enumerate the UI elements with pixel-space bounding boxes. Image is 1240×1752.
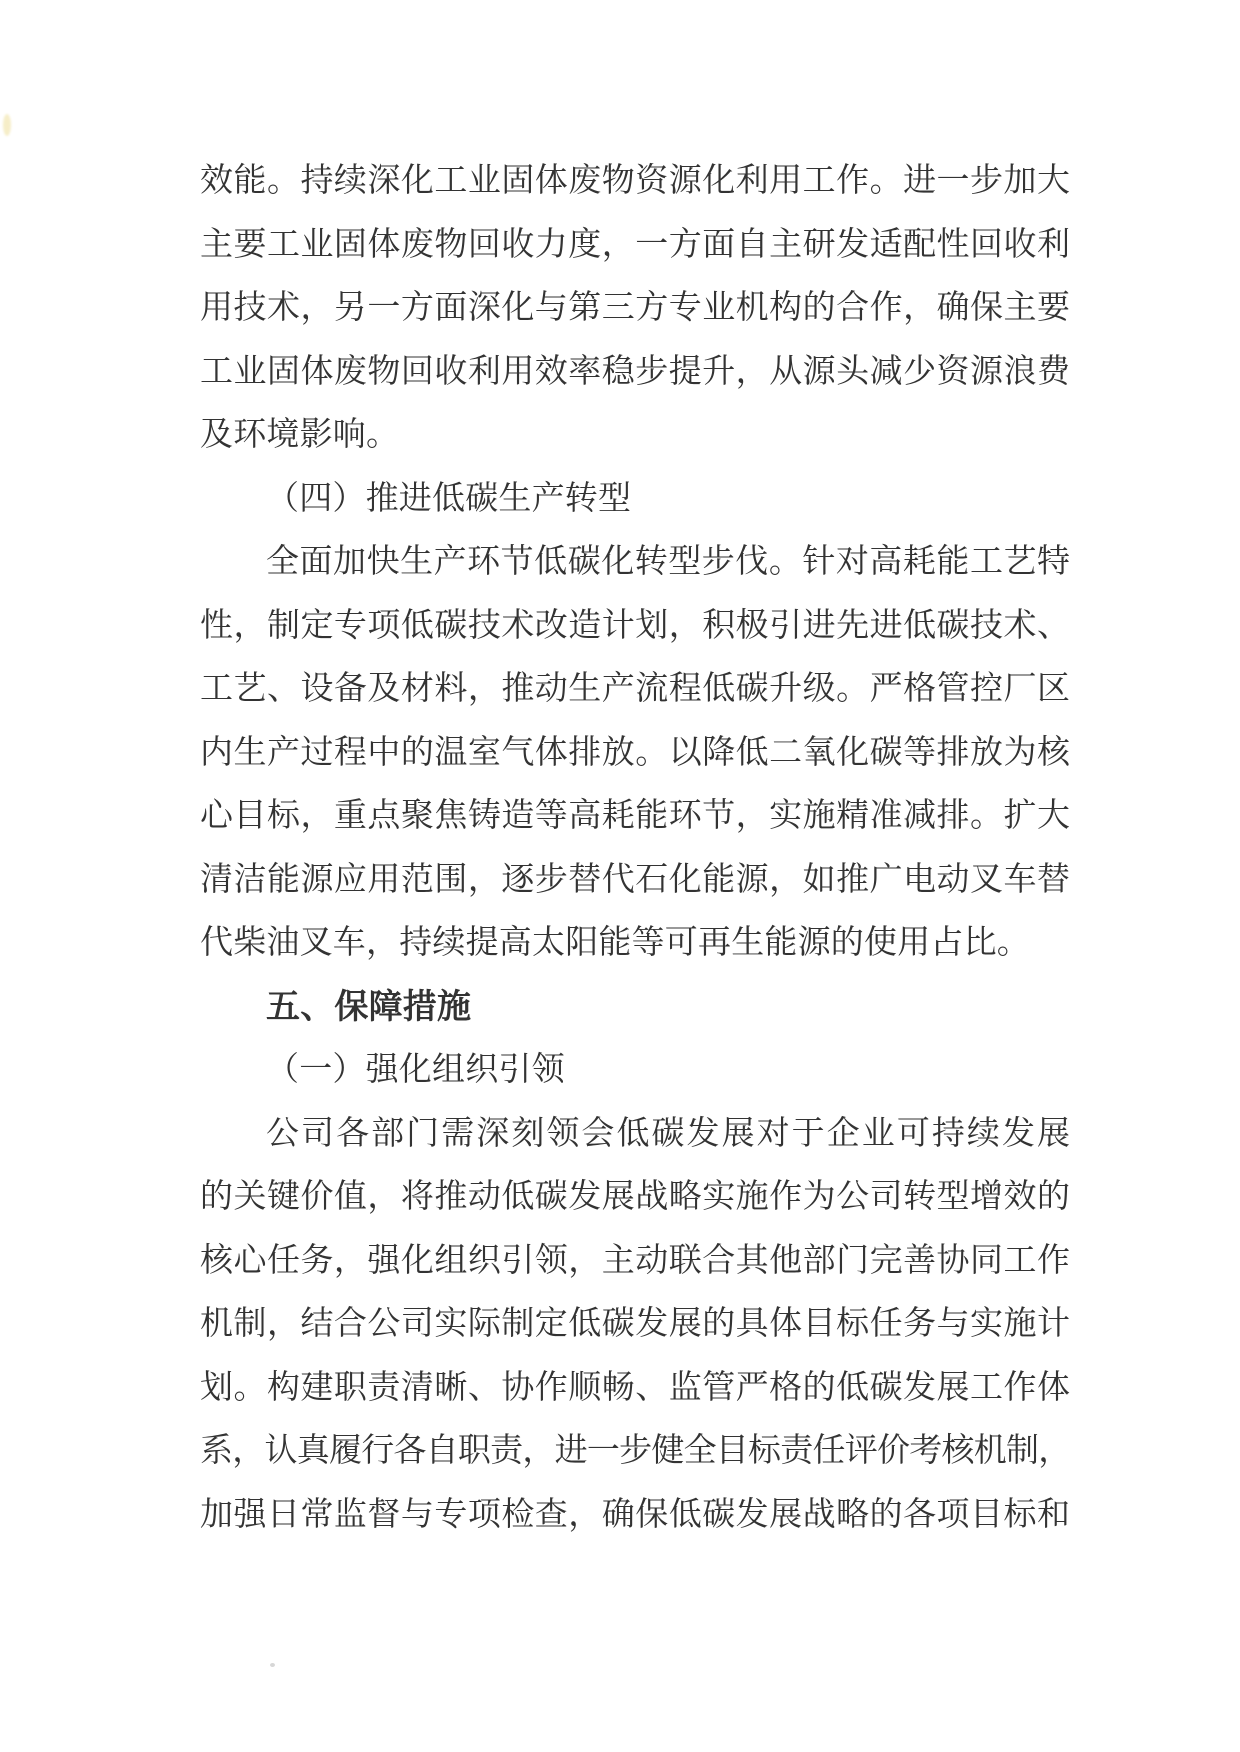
text-line: 核心任务，强化组织引领，主动联合其他部门完善协同工作 <box>200 1242 1070 1279</box>
text-line: 清洁能源应用范围，逐步替代石化能源，如推广电动叉车替 <box>200 861 1070 898</box>
text-line: 代柴油叉车，持续提高太阳能等可再生能源的使用占比。 <box>200 925 1030 961</box>
text-line: 系，认真履行各自职责，进一步健全目标责任评价考核机制， <box>200 1433 1070 1469</box>
text-line: 主要工业固体废物回收力度，一方面自主研发适配性回收利 <box>200 226 1070 263</box>
scan-smudge-artifact <box>3 114 11 136</box>
text-line: 心目标，重点聚焦铸造等高耗能环节，实施精准减排。扩大 <box>200 798 1070 834</box>
text-line: 的关键价值，将推动低碳发展战略实施作为公司转型增效的 <box>200 1179 1070 1215</box>
text-line: 内生产过程中的温室气体排放。以降低二氧化碳等排放为核 <box>200 734 1070 771</box>
text-line: 及环境影响。 <box>200 417 400 453</box>
text-line: 用技术，另一方面深化与第三方专业机构的合作，确保主要 <box>200 290 1070 326</box>
text-line: 公司各部门需深刻领会低碳发展对于企业可持续发展 <box>266 1115 1070 1152</box>
text-line: 划。构建职责清晰、协作顺畅、监管严格的低碳发展工作体 <box>200 1369 1070 1406</box>
text-line: （一）强化组织引领 <box>266 1052 565 1088</box>
text-line: 全面加快生产环节低碳化转型步伐。针对高耗能工艺特 <box>266 544 1070 580</box>
scan-speckle-artifact <box>270 1663 275 1667</box>
document-text-block <box>200 150 1070 1547</box>
text-line: 机制，结合公司实际制定低碳发展的具体目标任务与实施计 <box>200 1306 1070 1342</box>
text-line: 工艺、设备及材料，推动生产流程低碳升级。严格管控厂区 <box>200 671 1070 707</box>
text-line: 效能。持续深化工业固体废物资源化利用工作。进一步加大 <box>200 163 1070 199</box>
text-line: 工业固体废物回收利用效率稳步提升，从源头减少资源浪费 <box>200 353 1070 390</box>
section-heading-line: 五、保障措施 <box>266 987 472 1026</box>
text-line: 性，制定专项低碳技术改造计划，积极引进先进低碳技术、 <box>200 607 1070 644</box>
text-line: 加强日常监督与专项检查，确保低碳发展战略的各项目标和 <box>200 1496 1070 1533</box>
text-line: （四）推进低碳生产转型 <box>266 480 632 517</box>
